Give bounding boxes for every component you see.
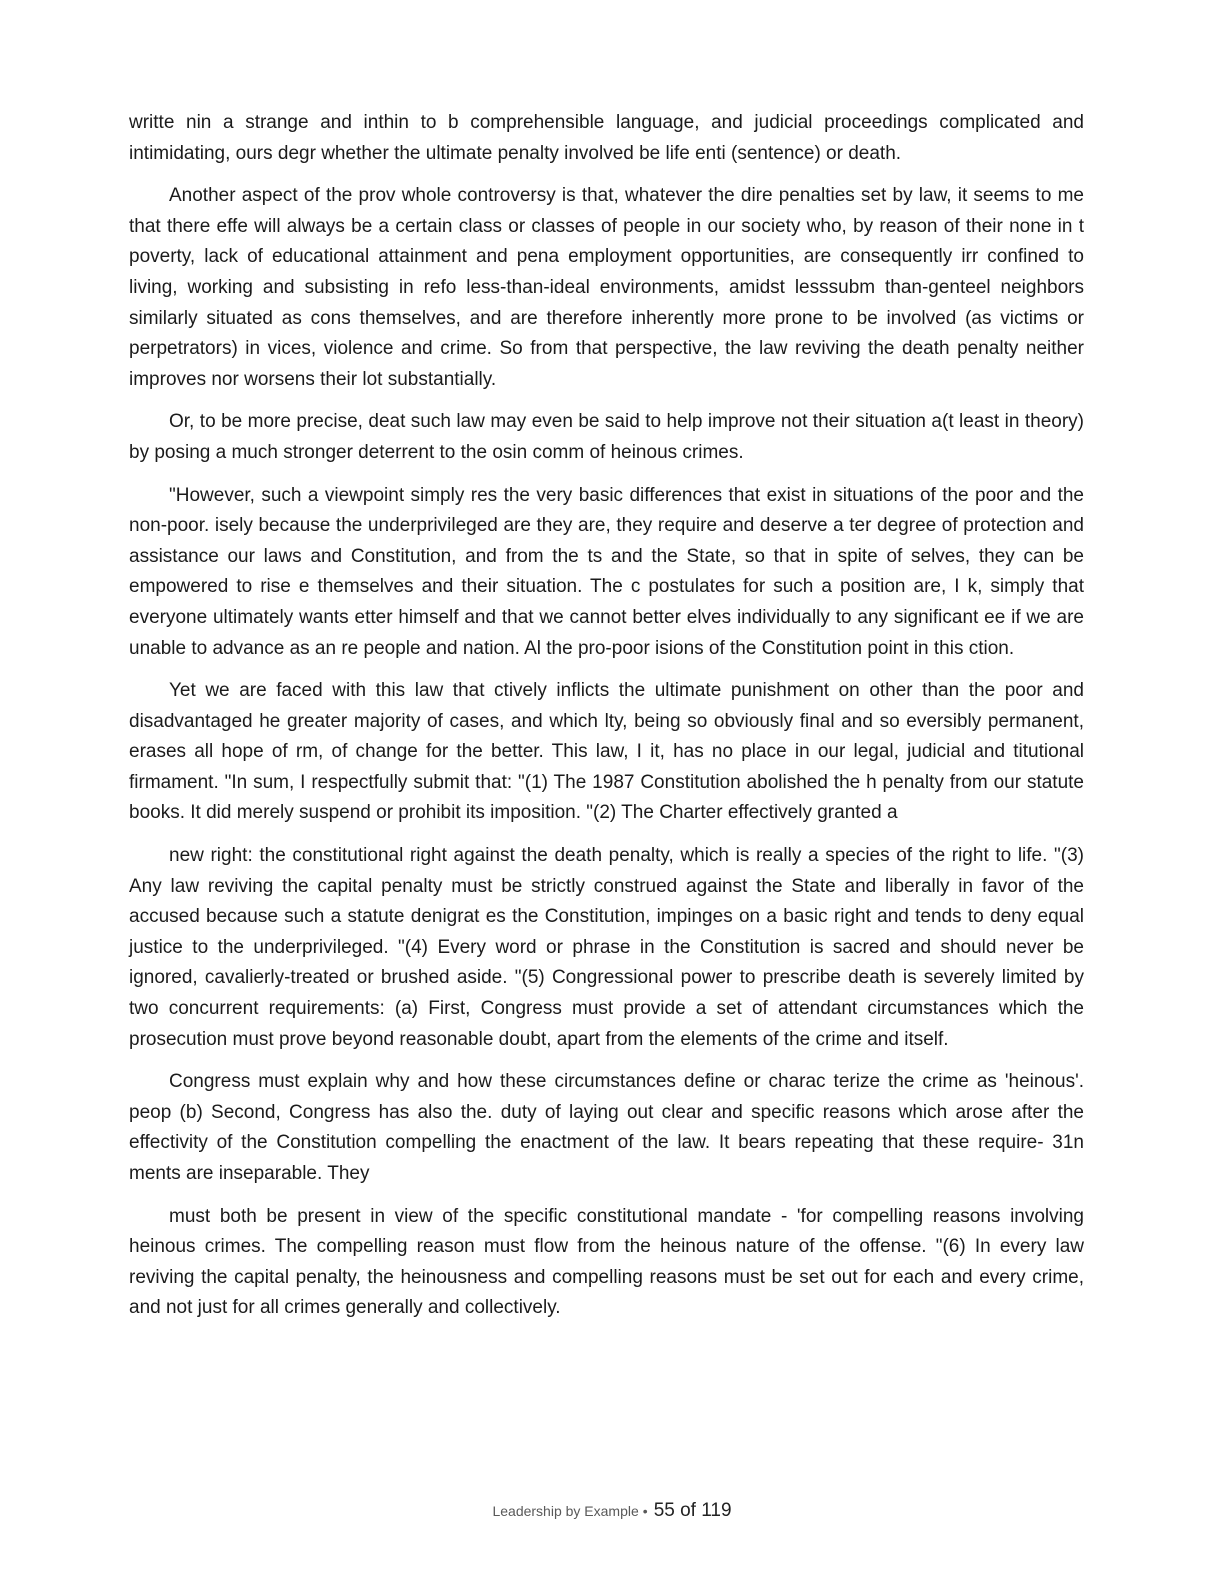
paragraph-5: Yet we are faced with this law that ctively inflicts the ultimate punishment on other than the poor and disadvantaged he greater majority of cases, and which lty, being so obviously final and so eversibly permanent, erases all hope of rm, of change for the better. This law, I it, has no place in our legal, judicial and titutional firmament. "In sum, I respectfully submit that: "(1) The 1987 Constitution abolished the h penalty from our statute books. It did merely suspend or prohibit its imposition. "(2) The Charter effectively granted a [129, 680, 1084, 824]
paragraph-7: Congress must explain why and how these circumstances define or charac terize the crime as 'heinous'. peop (b) Second, Congress has also the. duty of laying out clear and specific reasons which arose after the effectivity of the Constitution compelling the enactment of the law. It bears repeating that these require- 31n ments are inseparable. They [129, 1071, 1084, 1184]
document-body [129, 108, 1084, 1336]
footer-title: Leadership by Example [492, 1503, 639, 1519]
paragraph-2: Another aspect of the prov whole controversy is that, whatever the dire penalties set by law, it seems to me that there effe will always be a certain class or classes of people in our society who, by reason of their none in t poverty, lack of educational attainment and pena employment opportunities, are consequently irr confined to living, working and subsisting in refo less-than-ideal environments, amidst lesssubm than-genteel neighbors similarly situated as cons themselves, and are therefore inherently more prone to be involved (as victims or perpetrators) in vices, violence and crime. So from that perspective, the law reviving the death penalty neither improves nor worsens their lot substantially. [129, 185, 1084, 390]
paragraph-6: new right: the constitutional right against the death penalty, which is really a species of the right to life. "(3) Any law reviving the capital penalty must be strictly construed against the State and liberally in favor of the accused because such a statute denigrat es the Constitution, impinges on a basic right and tends to deny equal justice to the underprivileged. "(4) Every word or phrase in the Constitution is sacred and should never be ignored, cavalierly-treated or brushed aside. "(5) Congressional power to prescribe death is severely limited by two concurrent requirements: (a) First, Congress must provide a set of attendant circumstances which the prosecution must prove beyond reasonable doubt, apart from the elements of the crime and itself. [129, 845, 1084, 1050]
paragraph-4: "However, such a viewpoint simply res the very basic differences that exist in situations of the poor and the non-poor. isely because the underprivileged are they are, they require and deserve a ter degree of protection and assistance our laws and Constitution, and from the ts and the State, so that in spite of selves, they can be empowered to rise e themselves and their situation. The c postulates for such a position are, I k, simply that everyone ultimately wants etter himself and that we cannot better elves individually to any significant ee if we are unable to advance as an re people and nation. Al the pro-poor isions of the Constitution point in this ction. [129, 484, 1084, 659]
paragraph-3: Or, to be more precise, deat such law may even be said to help improve not their situation a(t least in theory) by posing a much stronger deterrent to the osin comm of heinous crimes. [129, 411, 1084, 463]
footer-separator: • [642, 1503, 648, 1519]
page-footer [0, 1500, 1224, 1522]
paragraph-1: writte nin a strange and inthin to b comprehensible language, and judicial proceedings complicated and intimidating, ours degr whether the ultimate penalty involved be life enti (sentence) or death. [129, 112, 1084, 164]
paragraph-8: must both be present in view of the specific constitutional mandate - 'for compelling reasons involving heinous crimes. The compelling reason must flow from the heinous nature of the offense. "(6) In every law reviving the capital penalty, the heinousness and compelling reasons must be set out for each and every crime, and not just for all crimes generally and collectively. [129, 1205, 1084, 1319]
page-number: 55 of 119 [653, 1500, 732, 1521]
